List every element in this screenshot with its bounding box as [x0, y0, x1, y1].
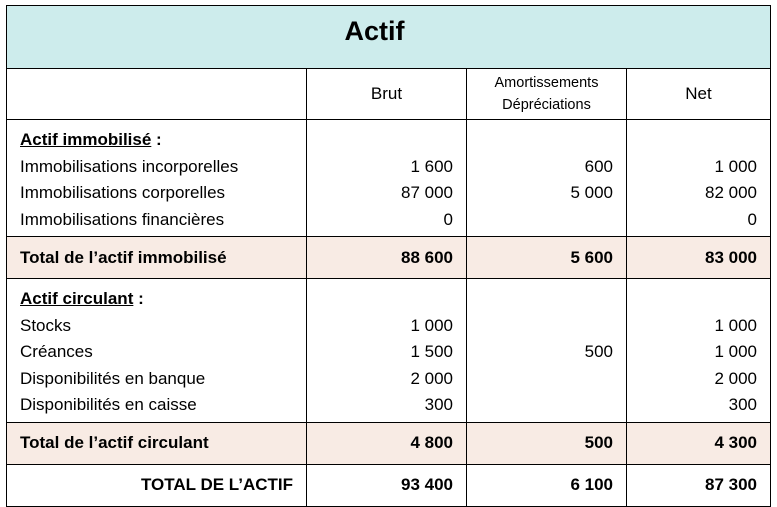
brut-value: 0: [443, 209, 453, 229]
grand-total-amort: 6 100: [467, 464, 627, 506]
total-circulant-row: [7, 422, 771, 464]
net-value: 1 000: [714, 342, 757, 361]
immobilise-labels: [7, 120, 307, 237]
circulant-amort: [467, 279, 627, 423]
net-value: 300: [728, 395, 757, 414]
row-label: Disponibilités en banque: [20, 368, 206, 388]
circulant-labels: [7, 279, 307, 423]
amort-value: 5 000: [570, 183, 613, 202]
title-cell: [7, 6, 771, 69]
amort-value: 600: [584, 156, 613, 176]
header-row: [7, 69, 771, 120]
header-amort-line2: Dépréciations: [502, 97, 591, 113]
total-immobilise-amort: 5 600: [467, 237, 627, 279]
amort-value: [467, 207, 626, 234]
row-label: Immobilisations corporelles: [20, 183, 226, 202]
row-label: Immobilisations financières: [20, 209, 225, 229]
immobilise-block: [7, 120, 771, 237]
total-circulant-net: 4 300: [627, 422, 771, 464]
amort-value: [467, 392, 626, 419]
section-title-immobilise: Actif immobilisé :: [20, 130, 162, 149]
balance-sheet-assets: [6, 5, 770, 502]
header-amortissements: [467, 69, 627, 120]
total-circulant-label: Total de l’actif circulant: [7, 422, 307, 464]
net-value: 1 000: [714, 156, 757, 176]
total-circulant-amort: 500: [467, 422, 627, 464]
grand-total-net: 87 300: [627, 464, 771, 506]
net-value: 1 000: [714, 315, 757, 335]
immobilise-brut: [307, 120, 467, 237]
assets-table: [6, 5, 771, 507]
row-label: Disponibilités en caisse: [20, 395, 197, 414]
total-immobilise-net: 83 000: [627, 237, 771, 279]
title-row: [7, 6, 771, 69]
row-label: Immobilisations incorporelles: [20, 156, 239, 176]
grand-total-label: TOTAL DE L’ACTIF: [7, 464, 307, 506]
grand-total-brut: 93 400: [307, 464, 467, 506]
section-title-circulant: Actif circulant :: [20, 289, 144, 308]
amort-value: 500: [584, 342, 613, 361]
row-label: Créances: [20, 342, 93, 361]
total-immobilise-brut: 88 600: [307, 237, 467, 279]
grand-total-row: [7, 464, 771, 506]
net-value: 2 000: [714, 368, 757, 388]
circulant-block: [7, 279, 771, 423]
total-immobilise-row: [7, 237, 771, 279]
net-value: 82 000: [705, 183, 757, 202]
total-circulant-brut: 4 800: [307, 422, 467, 464]
header-label-cell: [7, 69, 307, 120]
table-title: Actif: [344, 15, 405, 46]
total-immobilise-label: Total de l’actif immobilisé: [7, 237, 307, 279]
brut-value: 2 000: [410, 368, 453, 388]
brut-value: 1 500: [410, 342, 453, 361]
amort-value: [467, 366, 626, 393]
circulant-brut: [307, 279, 467, 423]
amort-value: [467, 313, 626, 340]
circulant-net: [627, 279, 771, 423]
row-label: Stocks: [20, 315, 72, 335]
brut-value: 87 000: [401, 183, 453, 202]
header-amort-line1: Amortissements: [494, 75, 599, 91]
header-brut: Brut: [307, 69, 467, 120]
header-net: Net: [627, 69, 771, 120]
brut-value: 300: [424, 395, 453, 414]
brut-value: 1 000: [410, 315, 453, 335]
net-value: 0: [747, 209, 757, 229]
immobilise-net: [627, 120, 771, 237]
immobilise-amort: [467, 120, 627, 237]
brut-value: 1 600: [410, 156, 453, 176]
